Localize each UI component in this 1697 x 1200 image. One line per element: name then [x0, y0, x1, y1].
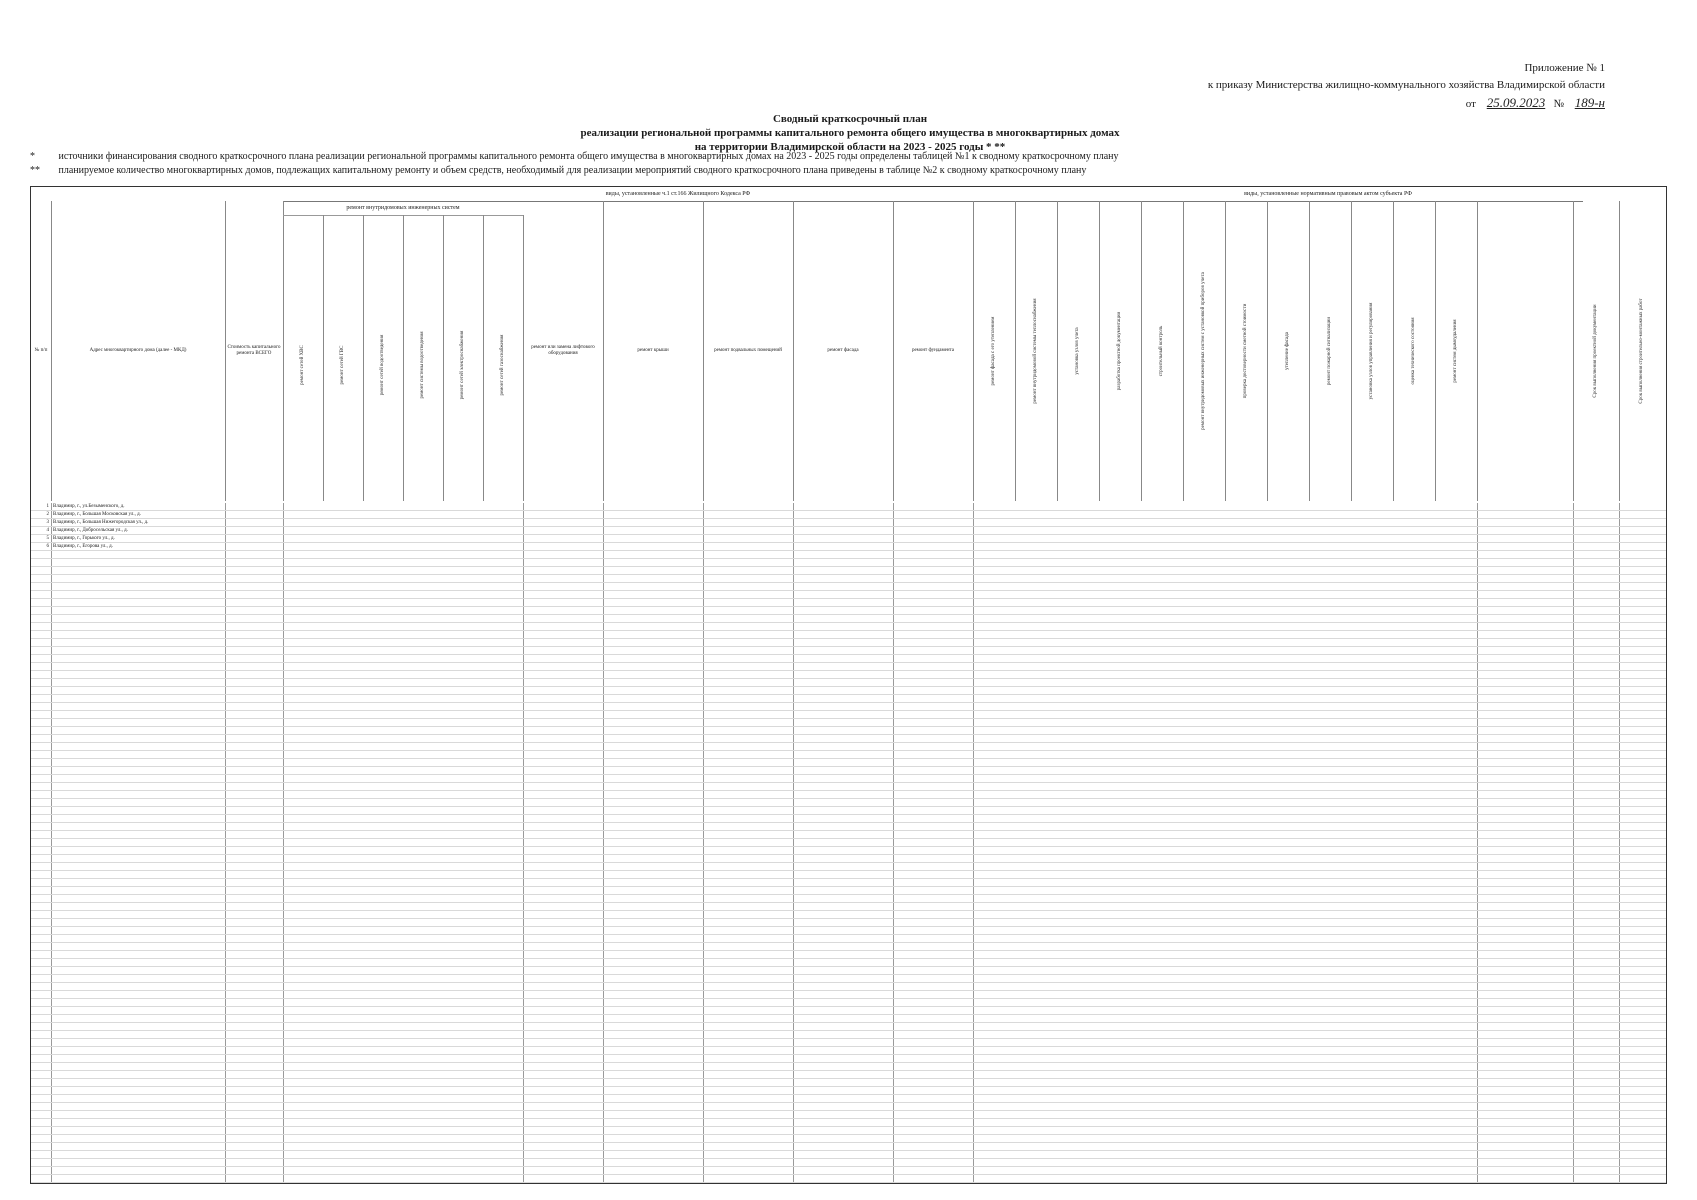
table-row: [31, 743, 1666, 751]
col-header-r3: установка узлов учета: [1057, 201, 1100, 501]
table-row: [31, 991, 1666, 999]
table-row: [31, 655, 1666, 663]
table-row: [31, 943, 1666, 951]
col-header-r11: оценка технического состояния: [1393, 201, 1436, 501]
col-header-no: № п/п: [31, 201, 52, 501]
table-row: [31, 503, 1666, 511]
col-header-gvs: ремонт сетей ГВС: [323, 215, 364, 501]
table-row: [31, 815, 1666, 823]
table-row: [31, 1103, 1666, 1111]
table-row: [31, 559, 1666, 567]
table-row: [31, 631, 1666, 639]
table-row: [31, 535, 1666, 543]
table-row: [31, 615, 1666, 623]
table-row: [31, 1023, 1666, 1031]
col-header-drain: ремонт системы водоотведения: [403, 215, 444, 501]
col-header-year-plan: Срок выполнения проектной документации: [1573, 201, 1620, 501]
title-line-2: реализации региональной программы капитального ремонта общего имущества в многоквартирных домах: [580, 127, 1120, 139]
table-row: [31, 623, 1666, 631]
table-row: [31, 599, 1666, 607]
table-row: [31, 879, 1666, 887]
table-row: [31, 1031, 1666, 1039]
table-row: [31, 823, 1666, 831]
table-row: [31, 775, 1666, 783]
table-row: [31, 887, 1666, 895]
table-row: [31, 647, 1666, 655]
col-header-lift: ремонт или замена лифтового оборудования: [523, 201, 604, 501]
table-row: [31, 783, 1666, 791]
date-value: 25.09.2023: [1486, 95, 1546, 110]
table-row: [31, 951, 1666, 959]
table-row: [31, 687, 1666, 695]
annex-block: [1085, 60, 1605, 113]
col-header-r9: ремонт пожарной сигнализации: [1309, 201, 1352, 501]
table-row: [31, 703, 1666, 711]
table-row: [31, 1015, 1666, 1023]
table-row: [31, 1063, 1666, 1071]
table-row: [31, 847, 1666, 855]
table-row: [31, 863, 1666, 871]
table-row: [31, 1175, 1666, 1183]
title-line-3: на территории Владимирской области на 2023 - 2025 годы * **: [694, 141, 1006, 153]
col-header-total: Стоимость капитального ремонта ВСЕГО: [225, 201, 284, 501]
col-header-address: Адрес многоквартирного дома (далее - МКД): [51, 201, 226, 501]
footnotes: [30, 150, 1630, 178]
table-body: [31, 503, 1666, 1183]
table-row: [31, 567, 1666, 575]
col-header-r4: разработка проектной документации: [1099, 201, 1142, 501]
table-row: [31, 1159, 1666, 1167]
title-line-1: Сводный краткосрочный план: [772, 113, 928, 125]
table-row: [31, 839, 1666, 847]
footnote-2: [30, 164, 1630, 178]
table-row: [31, 927, 1666, 935]
table-row: [31, 799, 1666, 807]
footnote-mark: **: [30, 165, 40, 176]
number-prefix: №: [1553, 98, 1564, 110]
table-row: [31, 711, 1666, 719]
row-address: Владимир, г., ул.Безыменского, д.: [53, 504, 125, 509]
table-row: [31, 727, 1666, 735]
table-row: [31, 959, 1666, 967]
table-row: [31, 1047, 1666, 1055]
table-row: [31, 871, 1666, 879]
table-row: [31, 807, 1666, 815]
row-number: 4: [46, 528, 49, 533]
row-number: 1: [46, 504, 49, 509]
col-header-gas: ремонт сетей газоснабжения: [483, 215, 524, 501]
footnote-mark: *: [30, 151, 35, 162]
table-row: [31, 895, 1666, 903]
table-row: [31, 575, 1666, 583]
table-row: [31, 1055, 1666, 1063]
table-row: [31, 679, 1666, 687]
row-number: 2: [46, 512, 49, 517]
table-row: [31, 735, 1666, 743]
table-row: [31, 527, 1666, 535]
table-row: [31, 855, 1666, 863]
table-row: [31, 511, 1666, 519]
annex-order: к приказу Министерства жилищно-коммунального хозяйства Владимирской области: [1207, 79, 1605, 91]
col-header-r8: утепление фасада: [1267, 201, 1310, 501]
annex-title: Приложение № 1: [1524, 62, 1605, 74]
row-address: Владимир, г., Горького ул., д.: [53, 536, 115, 541]
col-header-year-work: Срок выполнения строительно-монтажных работ: [1639, 298, 1644, 404]
table-row: [31, 551, 1666, 559]
table-row: [31, 1143, 1666, 1151]
col-header-hvs: ремонт сетей ХВС: [283, 215, 324, 501]
table-row: [31, 591, 1666, 599]
row-address: Владимир, г., Добросельская ул., д.: [53, 528, 128, 533]
table-row: [31, 607, 1666, 615]
table-row: [31, 695, 1666, 703]
col-header-r1: ремонт фасада с его утеплением: [973, 201, 1016, 501]
row-number: 3: [46, 520, 49, 525]
footnote-1: [30, 150, 1630, 164]
table-row: [31, 919, 1666, 927]
col-header-power: ремонт сетей электроснабжения: [443, 215, 484, 501]
table-row: [31, 663, 1666, 671]
table-row: [31, 975, 1666, 983]
group-header-region: виды, установленные нормативным правовым актом субъекта РФ: [1073, 187, 1583, 202]
row-address: Владимир, г., Большая Нижегородская ул., д.: [53, 520, 149, 525]
table-row: [31, 671, 1666, 679]
footnote-text: планируемое количество многоквартирных домов, подлежащих капитальному ремонту и объем средств, необходимый для реализации мероприятий сводного краткосрочного плана приведены в таблице №2 к сводному краткосрочному плану: [58, 165, 1087, 176]
table-row: [31, 791, 1666, 799]
date-prefix: от: [1465, 98, 1476, 110]
group-header-engineering: ремонт внутридомовых инженерных систем: [283, 201, 523, 216]
footnote-text: источники финансирования сводного краткосрочного плана реализации региональной программы капитального ремонта общего имущества в многоквартирных домах на 2023 - 2025 годы определены таблицей №1 к сводному краткосрочному плану: [58, 151, 1119, 162]
table-row: [31, 1007, 1666, 1015]
table-row: [31, 751, 1666, 759]
col-header-facade: ремонт фасада: [793, 201, 894, 501]
table-row: [31, 759, 1666, 767]
col-header-r5: строительный контроль: [1141, 201, 1184, 501]
table-row: [31, 1071, 1666, 1079]
table-row: [31, 1095, 1666, 1103]
number-value: 189-н: [1574, 95, 1605, 110]
col-header-r7: проверка достоверности сметной стоимости: [1225, 201, 1268, 501]
table-row: [31, 1119, 1666, 1127]
table-row: [31, 967, 1666, 975]
table-row: [31, 999, 1666, 1007]
table-row: [31, 1127, 1666, 1135]
document-title: [380, 112, 1320, 154]
col-header-basement: ремонт подвальных помещений: [703, 201, 794, 501]
table-row: [31, 1079, 1666, 1087]
table-row: [31, 583, 1666, 591]
col-header-spacer: [1477, 201, 1574, 501]
col-header-r10: установка узлов управления и регулирования: [1351, 201, 1394, 501]
group-header-housing-code: виды, установленные ч.1 ст.166 Жилищного Кодекса РФ: [283, 187, 1073, 202]
table-row: [31, 1087, 1666, 1095]
table-row: [31, 903, 1666, 911]
table-row: [31, 911, 1666, 919]
row-number: 6: [46, 544, 49, 549]
table-row: [31, 767, 1666, 775]
annex-date-number: [1085, 94, 1605, 113]
table-row: [31, 1135, 1666, 1143]
table-row: [31, 1151, 1666, 1159]
col-header-foundation: ремонт фундамента: [893, 201, 974, 501]
table-row: [31, 1039, 1666, 1047]
table-row: [31, 1111, 1666, 1119]
table-row: [31, 935, 1666, 943]
col-header-r6: ремонт внутридомовых инженерных систем с установкой приборов учета: [1183, 201, 1226, 501]
table-row: [31, 1167, 1666, 1175]
table-row: [31, 983, 1666, 991]
col-header-roof: ремонт крыши: [603, 201, 704, 501]
row-address: Владимир, г., Егорова ул., д.: [53, 544, 113, 549]
table-row: [31, 719, 1666, 727]
row-number: 5: [46, 536, 49, 541]
col-header-r2: ремонт внутридомовой системы теплоснабжения: [1015, 201, 1058, 501]
row-address: Владимир, г., Большая Московская ул., д.: [53, 512, 141, 517]
col-header-sewer: ремонт сетей водоотведения: [363, 215, 404, 501]
table-row: [31, 639, 1666, 647]
table-row: [31, 831, 1666, 839]
plan-table: [30, 186, 1667, 1184]
table-row: [31, 543, 1666, 551]
col-header-r12: ремонт систем дымоудаления: [1435, 201, 1478, 501]
table-row: [31, 519, 1666, 527]
